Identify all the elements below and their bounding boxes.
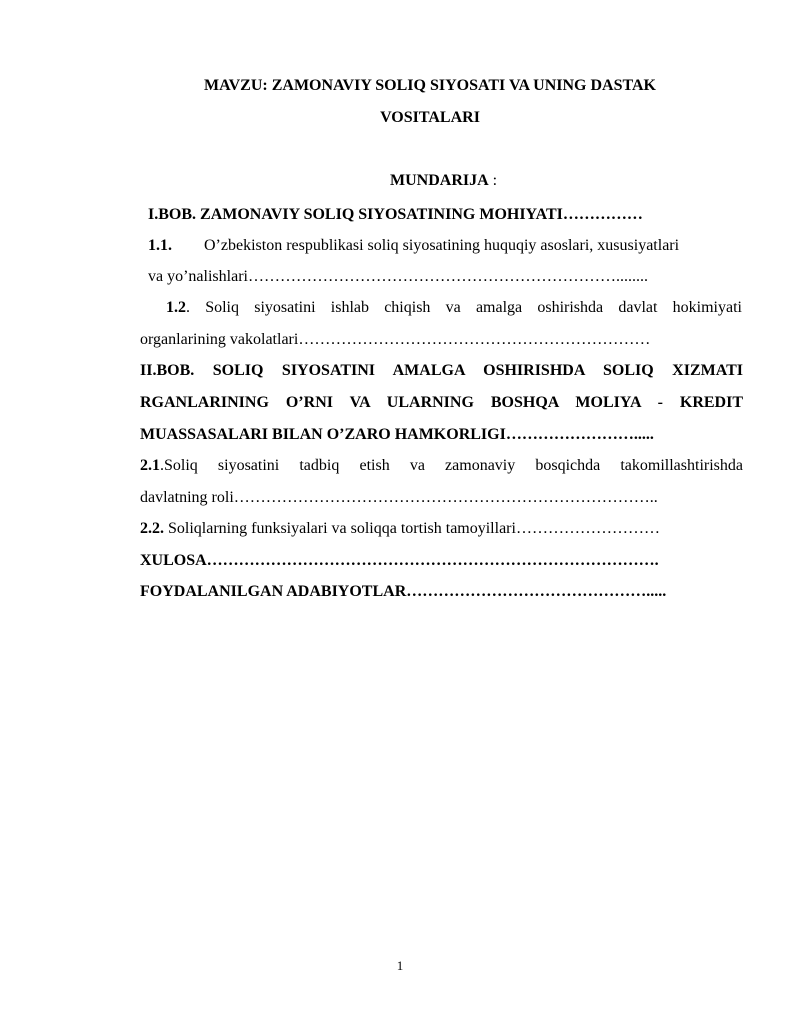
contents-heading-colon: : <box>488 172 498 189</box>
contents-heading <box>390 171 497 191</box>
toc-item-2-2-number: 2.2. <box>140 520 164 537</box>
toc-chapter-1: I.BOB. ZAMONAVIY SOLIQ SIYOSATINING MOHIYATI…………… <box>148 206 643 223</box>
toc-item-1-2 <box>166 298 742 318</box>
page-number: 1 <box>396 958 404 973</box>
toc-item-1-2-continuation: organlarining vakolatlari………………………………………………………… <box>140 331 651 348</box>
toc-item-2-1-text: .Soliq siyosatini tadbiq etish va zamonaviy bosqichda takomillashtirishda <box>160 457 743 474</box>
toc-item-1-2-text: . Soliq siyosatini ishlab chiqish va amalga oshirishda davlat hokimiyati <box>186 299 742 316</box>
toc-item-2-1-number: 2.1 <box>140 457 160 474</box>
toc-item-1-1-number: 1.1. <box>148 237 172 254</box>
contents-heading-text: MUNDARIJA <box>390 172 489 189</box>
toc-item-1-1-text: O’zbekiston respublikasi soliq siyosatining huquqiy asoslari, xususiyatlari <box>204 237 680 254</box>
toc-conclusion: XULOSA…………………………………………………………………………. <box>140 552 659 569</box>
toc-item-1-2-number: 1.2 <box>166 299 186 316</box>
toc-references: FOYDALANILGAN ADABIYOTLAR………………………………………..... <box>140 583 667 600</box>
toc-item-2-1 <box>140 456 743 476</box>
toc-item-2-1-continuation: davlatning roli…………………………………………………………………….. <box>140 489 658 506</box>
toc-item-1-1-continuation: va yo’nalishlari……………………………………………………………........ <box>148 268 648 285</box>
document-title-line-2: VOSITALARI <box>380 109 480 126</box>
toc-chapter-2-line-2: RGANLARINING O’RNI VA ULARNING BOSHQA MOLIYA - KREDIT <box>140 394 743 411</box>
toc-item-1-1 <box>148 236 743 256</box>
toc-item-2-2 <box>140 519 660 539</box>
toc-chapter-2-line-3: MUASSASALARI BILAN O’ZARO HAMKORLIGI……………………..... <box>140 426 654 443</box>
document-title-line-1: MAVZU: ZAMONAVIY SOLIQ SIYOSATI VA UNING DASTAK <box>204 77 656 94</box>
toc-chapter-2-line-1: II.BOB. SOLIQ SIYOSATINI AMALGA OSHIRISHDA SOLIQ XIZMATI <box>140 362 743 379</box>
toc-item-2-2-text: Soliqlarning funksiyalari va soliqqa tortish tamoyillari……………………… <box>164 520 660 537</box>
